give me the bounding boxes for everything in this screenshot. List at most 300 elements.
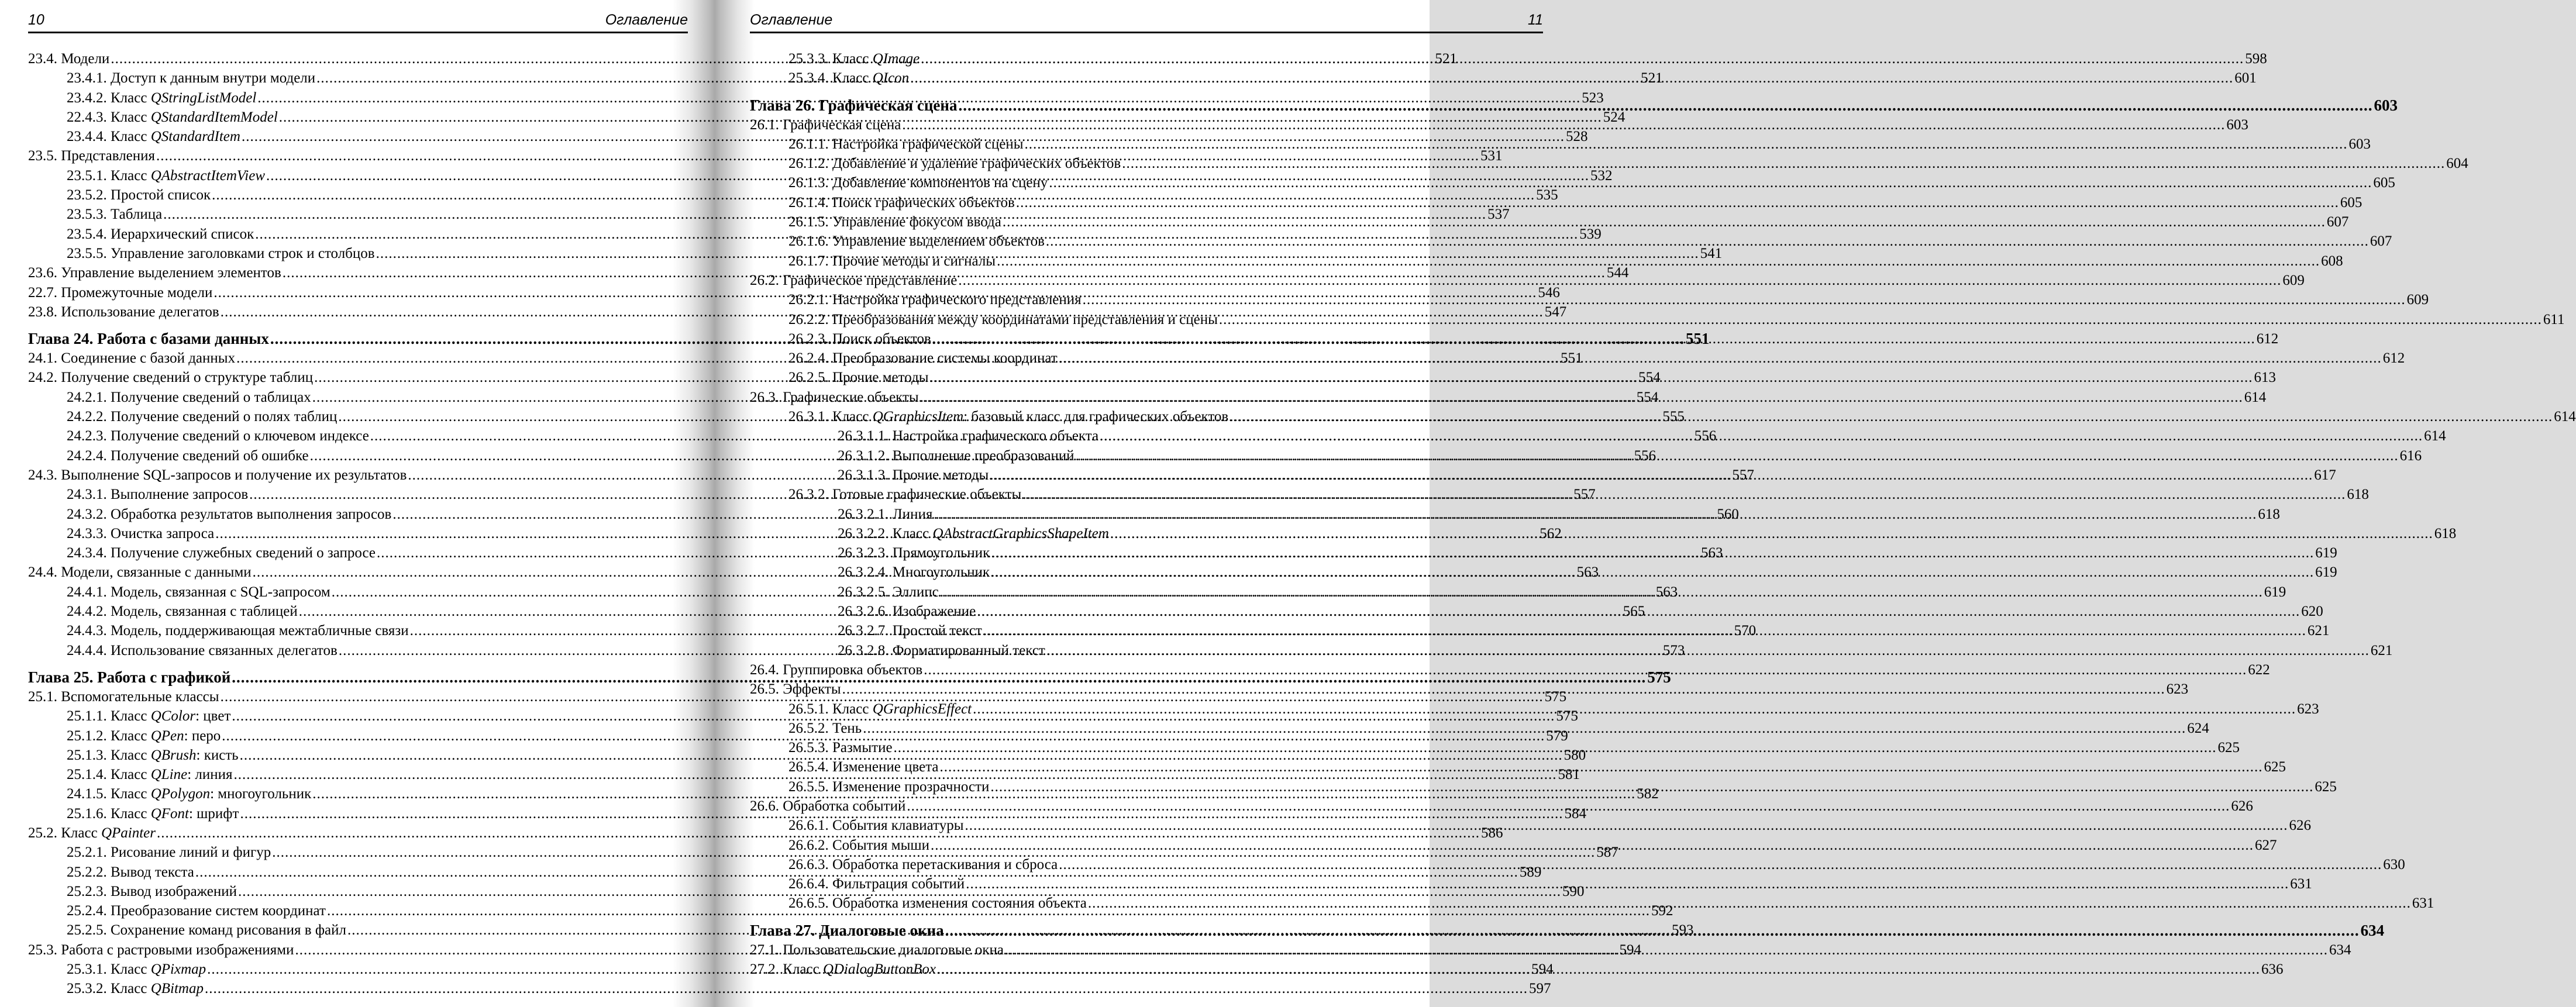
toc-entry-text: Тень (832, 720, 862, 736)
toc-entry-number: 24.2.2. (67, 409, 107, 425)
toc-page-number: 605 (2340, 194, 2363, 211)
toc-page-number: 603 (2374, 96, 2398, 114)
dot-leader (977, 602, 2300, 621)
toc-entry-text: Изменение цвета (832, 759, 939, 775)
toc-page-number: 570 (1734, 623, 1757, 639)
toc-entry-number: 25.3. (28, 942, 57, 958)
toc-entry-number: 26.2.4. (788, 350, 829, 367)
toc-entry-title (788, 368, 929, 387)
toc-page-number: 614 (2244, 389, 2267, 405)
dot-leader (932, 329, 2255, 349)
toc-page-number: 532 (1590, 167, 1613, 184)
toc-entry-title (28, 667, 230, 687)
toc-entry-title (750, 940, 1004, 960)
toc-page-number: 556 (1694, 428, 1717, 444)
toc-page-number: 535 (1536, 187, 1558, 204)
toc-entry-title (28, 687, 219, 706)
toc-entry-number: 23.4. (28, 51, 57, 67)
toc-entry (750, 855, 2405, 874)
toc-entry-text: Управление заголовками строк и столбцов (111, 245, 375, 261)
toc-entry-text: Класс (111, 767, 151, 783)
toc-entry-number: 26.2.2. (788, 311, 829, 327)
toc-entry-number: 26.5.5. (788, 778, 829, 795)
toc-entry-title (67, 205, 162, 224)
toc-entry-text: Фильтрация событий (832, 876, 965, 892)
toc-entry-title (67, 920, 346, 940)
toc-entry-text: Изменение прозрачности (832, 778, 990, 795)
toc-page-number: 626 (2289, 818, 2311, 834)
toc-class-name: QLine (150, 767, 188, 783)
toc-page-number: 557 (1573, 487, 1596, 503)
toc-entry-number: 24.4.4. (67, 642, 107, 658)
toc-entry-number: 25.1.4. (67, 767, 107, 783)
toc-page-number: 619 (2315, 545, 2337, 561)
toc-page-number: 625 (2217, 740, 2240, 756)
toc-entry-text: Доступ к данным внутри модели (111, 70, 316, 87)
dot-leader (973, 699, 2296, 719)
toc-entry-number: 26.3.2.8. (838, 642, 889, 658)
toc-entry-title (788, 485, 1021, 504)
toc-entry-text: Класс (783, 961, 823, 978)
toc-page-number: 598 (2245, 51, 2267, 67)
toc-entry-text: Класс (832, 409, 873, 425)
toc-entry-title (788, 407, 1228, 426)
toc-entry-text: Класс (892, 525, 933, 542)
toc-entry-text: Поиск объектов (832, 330, 931, 347)
toc-entry-text: Размытие (832, 740, 893, 756)
toc-entry-text: Настройка графического объекта (892, 428, 1099, 444)
toc-entry-text: Промежуточные модели (61, 284, 213, 301)
toc-entry-text: Вывод текста (111, 864, 194, 880)
toc-entry-title (67, 388, 311, 407)
toc-page-number: 618 (2258, 506, 2280, 522)
dot-leader (907, 796, 2230, 816)
toc-entry-title (838, 446, 1075, 465)
toc-entry-number: 26.3.2.7. (838, 623, 889, 639)
toc-entry-text: Использование связанных делегатов (111, 642, 338, 658)
dot-leader (842, 680, 2165, 699)
dot-leader (924, 660, 2247, 680)
toc-entry-text: Графическое представление (783, 272, 958, 288)
toc-entry-number: 24.3.4. (67, 545, 107, 561)
toc-entry-number: 24.3.1. (67, 487, 107, 503)
toc-page-number: 634 (2329, 942, 2351, 958)
toc-entry-number: 23.5.5. (67, 245, 107, 261)
toc-page-number: 631 (2290, 876, 2312, 892)
toc-page-number: 594 (1531, 961, 1554, 978)
toc-page-number: 575 (1556, 708, 1578, 725)
toc-entry-number: 26.2.5. (788, 370, 829, 386)
toc-entry-title (788, 310, 1218, 329)
toc-entry-number: 26.2. (750, 272, 779, 288)
toc-entry-text: Вспомогательные классы (61, 688, 219, 705)
toc-entry-number: 24.4.2. (67, 603, 107, 620)
dot-leader (958, 271, 2281, 290)
toc-entry-title (67, 706, 230, 726)
dot-leader (1219, 310, 2542, 329)
toc-page-number: 551 (1685, 330, 1710, 348)
toc-entry-number: 23.8. (28, 304, 57, 320)
toc-entry-number: 26.3.1. (788, 409, 829, 425)
toc-entry-text: Класс (111, 109, 151, 125)
toc-entry-title (28, 329, 269, 349)
toc-entry-title (67, 979, 204, 998)
toc-entry-number: 23.5.2. (67, 187, 107, 204)
toc-entry (750, 154, 2468, 173)
dot-leader (930, 368, 2253, 387)
toc-entry-text: Эффекты (783, 681, 841, 698)
toc-entry-number: 24.3.2. (67, 506, 107, 522)
toc-entry-title (67, 804, 239, 823)
toc-entry-text: Соединение с базой данных (61, 350, 236, 367)
toc-class-name: QAbstractItemView (150, 167, 266, 184)
dot-leader (934, 505, 2257, 524)
toc-entry-suffix: : цвет (195, 708, 231, 725)
toc-entry (750, 49, 2267, 68)
toc-entry-number: 26.6. (750, 798, 779, 814)
dot-leader (1110, 524, 2433, 543)
toc-entry (750, 960, 2284, 979)
toc-entry-number: 26.3.2.6. (838, 603, 889, 620)
toc-entry-text: Прочие методы (832, 370, 929, 386)
toc-page-number: 554 (1638, 370, 1661, 386)
toc-entry-text: Иерархический список (111, 226, 254, 242)
toc-entry-text: Графические объекты (783, 389, 919, 405)
toc-entry-text: Таблица (111, 206, 163, 223)
toc-entry-number: 27.1. (750, 942, 779, 958)
toc-entry-text: Класс (111, 786, 151, 802)
toc-page-number: 623 (2297, 701, 2319, 717)
toc-entry-text: Эллипс (892, 584, 939, 600)
toc-page-number: 618 (2347, 487, 2369, 503)
toc-page-number: 614 (2424, 428, 2446, 444)
toc-entry-number: 26.5.2. (788, 720, 829, 736)
toc-entry-number: 26.3. (750, 389, 779, 405)
dot-leader (1005, 940, 2328, 960)
dot-leader (1230, 407, 2553, 426)
dot-leader (1059, 349, 2382, 368)
toc-page-number: 555 (1662, 409, 1685, 425)
toc-class-name: QGraphicsEffect (872, 701, 972, 717)
toc-class-name: QBitmap (150, 981, 204, 997)
toc-entry-title (788, 329, 931, 349)
toc-entry-text: Класс (111, 708, 151, 725)
toc-entry-title (28, 49, 109, 68)
toc-entry-number: 25.1.2. (67, 727, 107, 744)
toc-class-name: QPen (150, 727, 184, 744)
toc-entry-suffix: : шрифт (188, 805, 239, 822)
toc-class-name: QPainter (101, 825, 156, 841)
toc-entry-title (67, 485, 248, 504)
toc-entry-number: 26.1.6. (788, 233, 829, 250)
toc-entry-number: 24.3.3. (67, 525, 107, 542)
page-number: 10 (28, 12, 44, 28)
toc-entry-title (67, 505, 391, 524)
toc-entry-text: Модель, поддерживающая межтабличные связи (111, 623, 409, 639)
toc-class-name: QStandardItemModel (150, 109, 278, 125)
toc-entry-number: 26.6.1. (788, 818, 829, 834)
toc-entry-title (750, 95, 957, 115)
toc-entry-number: 26.3.2.1. (838, 506, 889, 522)
toc-entry-number: 26.6.3. (788, 856, 829, 872)
toc-entry-number: 26.3.1.3. (838, 467, 889, 483)
toc-entry-text: Класс (111, 747, 151, 763)
toc-entry (750, 212, 2349, 232)
toc-entry-text: Пользовательские диалоговые окна (783, 942, 1004, 958)
toc-entry-text: Класс (832, 51, 873, 67)
toc-entry-suffix: : базовый класс для графических объектов (963, 409, 1229, 425)
toc-entry-title (67, 426, 369, 446)
toc-entry-text: События мыши (832, 837, 929, 853)
dot-leader (1049, 173, 2372, 192)
toc-entry-text: Получение служебных сведений о запросе (111, 545, 376, 561)
toc-page-number: 557 (1732, 467, 1754, 483)
toc-page-number: 620 (2301, 603, 2323, 620)
dot-leader (940, 582, 2263, 602)
toc-entry-text: Поиск графических объектов (832, 194, 1015, 211)
toc-entry-title (788, 290, 1082, 309)
toc-entry-title (67, 843, 271, 862)
toc-entry-title (788, 49, 919, 68)
toc-entry-title (67, 746, 239, 765)
toc-page-number: 619 (2264, 584, 2286, 600)
toc-entry-text: Выполнение запросов (111, 487, 249, 503)
toc-entry-number: 25.1.1. (67, 708, 107, 725)
toc-entry-number: 27.2. (750, 961, 779, 978)
toc-entry-title (838, 426, 1098, 446)
toc-class-name: QBrush (150, 747, 197, 763)
toc-page-number: 575 (1647, 668, 1671, 686)
toc-page-number: 581 (1558, 767, 1580, 783)
toc-page-number: 590 (1562, 883, 1585, 899)
toc-entry-text: Многоугольник (892, 564, 990, 581)
toc-page-number: 554 (1636, 389, 1659, 405)
dot-leader (1016, 193, 2339, 212)
dot-leader (937, 960, 2260, 979)
toc-entry-number: Глава 26. (750, 96, 815, 114)
toc-page-number: 579 (1546, 727, 1568, 744)
toc-entry-text: Представления (61, 148, 156, 164)
toc-entry-text: Обработка событий (783, 798, 906, 814)
dot-leader (1088, 894, 2411, 913)
toc-entry-title (750, 115, 901, 135)
dot-leader (920, 388, 2243, 407)
toc-entry-number: 24.4.3. (67, 623, 107, 639)
toc-entry-text: Управление выделением объектов (832, 233, 1045, 250)
toc-page-number: 612 (2382, 350, 2405, 367)
toc-entry-text: Обработка результатов выполнения запросов (111, 506, 392, 522)
toc-entry-number: 25.2.5. (67, 922, 107, 939)
toc-entry-title (788, 855, 1058, 874)
toc-entry-number: 26.1.1. (788, 136, 829, 152)
toc-entry-number: 23.5. (28, 148, 57, 164)
toc-entry-title (788, 777, 989, 796)
toc-page-number: 592 (1651, 903, 1673, 919)
toc-entry-text: Класс (111, 89, 151, 106)
toc-entry-text: Класс (111, 961, 151, 978)
toc-page-number: 601 (2234, 70, 2257, 87)
toc-entry-number: 22.7. (28, 284, 57, 301)
toc-entry-text: Класс (61, 825, 101, 841)
toc-entry-title (838, 582, 939, 602)
toc-entry-text: Выполнение преобразований (892, 447, 1075, 464)
toc-entry-text: Форматированный текст (892, 642, 1045, 658)
toc-entry-title (67, 641, 338, 660)
toc-entry-text: Преобразования между координатами представления и сцены (832, 311, 1218, 327)
toc-entry-text: Получение сведений об ошибке (111, 447, 309, 464)
toc-entry-title (67, 524, 214, 543)
toc-page-number: 547 (1544, 304, 1567, 320)
toc-entry-title (788, 699, 972, 719)
toc-entry-title (67, 446, 309, 465)
toc-page-number: 531 (1480, 148, 1503, 164)
toc-entry-number: 25.2.4. (67, 903, 107, 919)
toc-entry-title (838, 543, 990, 563)
toc-entry-number: 25.3.2. (67, 981, 107, 997)
toc-page-number: 609 (2282, 272, 2305, 288)
toc-entry-title (67, 602, 298, 621)
toc-entry-text: Добавление и удаление графических объектов (832, 156, 1121, 172)
toc-entry-title (750, 796, 905, 816)
dot-leader (931, 836, 2254, 855)
toc-entry-number: Глава 27. (750, 921, 815, 939)
toc-entry-number: 22.4.3. (67, 109, 107, 125)
toc-class-name: QGraphicsItem (872, 409, 964, 425)
toc-page-number: 563 (1576, 564, 1599, 581)
toc-entry-title (838, 524, 1109, 543)
toc-entry-number: 26.3.2.3. (838, 545, 889, 561)
toc-entry-title (788, 816, 964, 835)
toc-entry-number: 26.1. (750, 116, 779, 133)
toc-entry-title (750, 388, 919, 407)
toc-entry-text: Получение сведений о полях таблиц (111, 409, 338, 425)
toc-entry-number: 26.4. (750, 661, 779, 678)
toc-entry-title (788, 349, 1058, 368)
toc-entry-number: 26.6.5. (788, 895, 829, 912)
toc-entry-number: 25.2. (28, 825, 57, 841)
toc-entry-number: 26.1.5. (788, 214, 829, 230)
toc-entry-title (838, 641, 1045, 660)
toc-entry-text: Преобразование системы координат (832, 350, 1058, 367)
toc-entry-number: 26.1.2. (788, 156, 829, 172)
toc-entry-number: 26.3.1.1. (838, 428, 889, 444)
toc-page-number: 565 (1623, 603, 1645, 620)
toc-entry-text: Прямоугольник (892, 545, 990, 561)
toc-page-number: 580 (1563, 747, 1586, 763)
toc-entry-title (67, 784, 311, 803)
toc-page-number: 541 (1700, 245, 1723, 261)
toc-entry-text: Модели (61, 51, 110, 67)
toc-class-name: QIcon (872, 70, 910, 87)
dot-leader (921, 49, 2244, 68)
dot-leader (958, 95, 2372, 115)
toc-entry-number: 24.1. (28, 350, 57, 367)
toc-page-number: 523 (1582, 89, 1604, 106)
toc-entry-number: 26.5. (750, 681, 779, 698)
toc-entry-title (67, 726, 221, 746)
toc-entry-number: 25.2.2. (67, 864, 107, 880)
toc-entry-number: 24.1.5. (67, 786, 107, 802)
toc-entry-title (750, 271, 957, 290)
toc-entry-title (788, 135, 1024, 154)
toc-entry-number: 24.4.1. (67, 584, 107, 600)
toc-page-number: 618 (2434, 525, 2457, 542)
toc-page-number: 626 (2231, 798, 2253, 814)
toc-entry-text: Настройка графической сцены (832, 136, 1024, 152)
dot-leader (910, 68, 2233, 88)
toc-entry-title (28, 146, 155, 165)
toc-entry-text: Рисование линий и фигур (111, 844, 271, 861)
toc-entry-text: Получение сведений о таблицах (111, 389, 311, 405)
toc-entry-number: 25.2.3. (67, 883, 107, 899)
toc-page-number: 563 (1701, 545, 1723, 561)
toc-entry-title (788, 193, 1015, 212)
toc-entry-text: Простой текст (892, 623, 982, 639)
running-header (750, 8, 1543, 33)
toc-entry (750, 816, 2311, 835)
dot-leader (990, 777, 2313, 796)
dot-leader (940, 757, 2263, 777)
toc-entry-title (838, 465, 989, 485)
toc-entry-title (788, 173, 1048, 192)
toc-entry-title (67, 960, 206, 979)
toc-entry-text: Простой список (111, 187, 211, 204)
toc-page-number: 623 (2166, 681, 2189, 698)
toc-entry-number: 26.3.2.4. (838, 564, 889, 581)
toc-entry-text: Класс (832, 701, 873, 717)
toc-entry-number: 23.5.4. (67, 226, 107, 242)
toc-entry-title (838, 621, 982, 640)
toc-page-number: 612 (2256, 330, 2279, 347)
toc-page-number: 627 (2255, 837, 2277, 853)
toc-class-name: QColor (150, 708, 196, 725)
toc-entry-text: Диалоговые окна (819, 921, 944, 939)
toc-page-number: 593 (1671, 922, 1694, 939)
toc-page-number: 560 (1717, 506, 1739, 522)
toc-entry-number: 24.2.4. (67, 447, 107, 464)
toc-class-name: QStandardItem (150, 129, 240, 145)
toc-entry-text: Класс (111, 727, 151, 744)
toc-entry-text: Прочие методы и сигналы (832, 253, 996, 269)
toc-entry-title (28, 302, 219, 322)
dot-leader (966, 874, 2289, 894)
toc-page-number: 584 (1564, 805, 1586, 822)
toc-entry-text: Преобразование систем координат (111, 903, 326, 919)
toc-entry-text: События клавиатуры (832, 818, 964, 834)
toc-entry-title (67, 185, 211, 205)
toc-entry-title (838, 602, 976, 621)
toc-entry-number: 26.6.2. (788, 837, 829, 853)
toc-entry-title (67, 621, 409, 640)
toc-page-number: 624 (2187, 720, 2209, 736)
toc-entry-number: 26.3.2.5. (838, 584, 889, 600)
toc-page-number: 625 (2264, 759, 2286, 775)
toc-entry-text: Модель, связанная с SQL-запросом (111, 584, 330, 600)
toc-page-number: 621 (2370, 642, 2393, 658)
toc-page-number: 631 (2412, 895, 2434, 912)
toc-entry-number: 25.1. (28, 688, 57, 705)
toc-entry-text: Графическая сцена (783, 116, 901, 133)
dot-leader (1046, 641, 2370, 660)
toc-entry-title (28, 349, 235, 368)
toc-entry-text: Класс (111, 981, 151, 997)
toc-entry-number: 25.3.1. (67, 961, 107, 978)
toc-entry-title (67, 765, 233, 784)
dot-leader (894, 738, 2217, 757)
toc-entry-title (788, 212, 1001, 232)
toc-entry-text: Прочие методы (892, 467, 989, 483)
toc-entry-text: Изображение (892, 603, 976, 620)
